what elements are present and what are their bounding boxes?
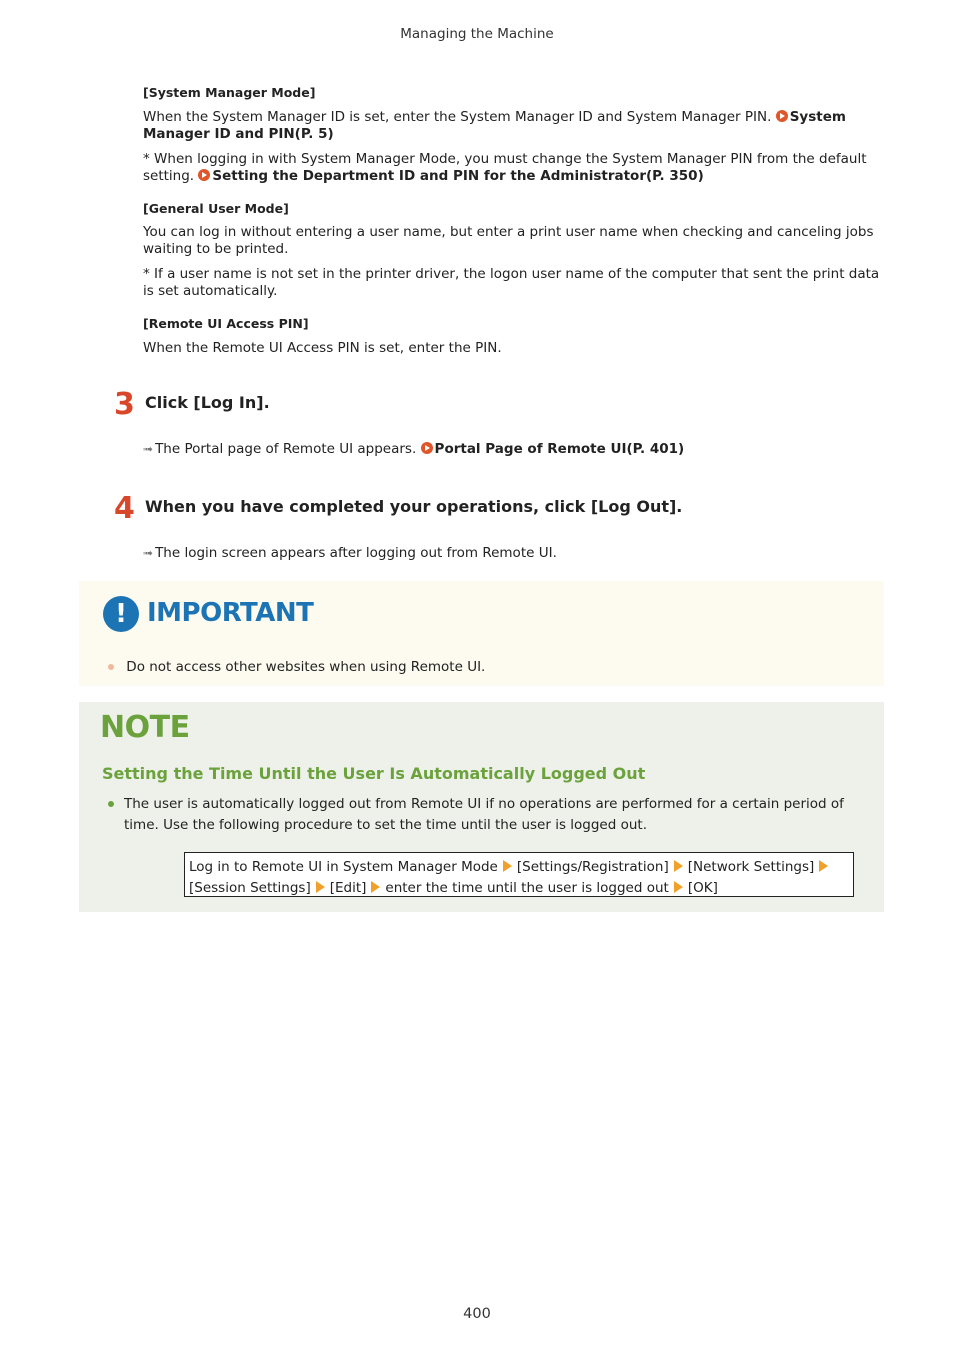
general-user-mode-note: * If a user name is not set in the printer driver, the logon user name of the computer that sent the print data is set automatically. bbox=[143, 266, 880, 299]
step-result-text: The login screen appears after logging out from Remote UI. bbox=[155, 545, 557, 561]
bullet-icon bbox=[108, 664, 114, 670]
list-item bbox=[108, 794, 858, 836]
note-title: NOTE bbox=[100, 710, 190, 745]
step-number: 4 bbox=[114, 491, 135, 526]
exclamation-icon: ! bbox=[103, 596, 139, 632]
department-id-link-text: Setting the Department ID and PIN for the Administrator(P. 350) bbox=[212, 168, 704, 184]
important-title: IMPORTANT bbox=[147, 598, 314, 628]
running-header: Managing the Machine bbox=[400, 26, 554, 42]
procedure-step: [Settings/Registration] bbox=[516, 859, 669, 875]
arrow-right-icon bbox=[503, 860, 512, 872]
department-id-link[interactable] bbox=[198, 168, 703, 184]
system-manager-note-text: * When logging in with System Manager Mode, you must change the System Manager PIN from the default setting. bbox=[143, 151, 867, 184]
remote-ui-pin-label: [Remote UI Access PIN] bbox=[143, 316, 309, 331]
general-user-mode-label: [General User Mode] bbox=[143, 201, 289, 216]
link-arrow-icon bbox=[198, 169, 210, 181]
note-box bbox=[79, 702, 884, 912]
result-arrow-icon: ➟ bbox=[143, 442, 154, 456]
procedure-step: enter the time until the user is logged out bbox=[385, 880, 669, 896]
bullet-icon bbox=[108, 801, 114, 807]
system-manager-mode-text bbox=[143, 109, 883, 143]
arrow-right-icon bbox=[371, 881, 380, 893]
procedure-step: [Session Settings] bbox=[189, 880, 311, 896]
procedure-step: [Network Settings] bbox=[687, 859, 815, 875]
system-manager-mode-note bbox=[143, 151, 883, 185]
step-title: When you have completed your operations, click [Log Out]. bbox=[145, 497, 683, 516]
procedure-step: [OK] bbox=[687, 880, 718, 896]
step-result-text: The Portal page of Remote UI appears. bbox=[155, 441, 417, 457]
arrow-right-icon bbox=[674, 881, 683, 893]
step-title: Click [Log In]. bbox=[145, 393, 270, 412]
procedure-box bbox=[184, 852, 854, 897]
general-user-mode-text: You can log in without entering a user name, but enter a print user name when checking and canceling jobs waiting to be printed. bbox=[143, 224, 874, 257]
procedure-step: Log in to Remote UI in System Manager Mode bbox=[189, 859, 498, 875]
step-number: 3 bbox=[114, 387, 135, 422]
system-manager-desc: When the System Manager ID is set, enter the System Manager ID and System Manager PIN. bbox=[143, 109, 772, 125]
portal-page-link-text: Portal Page of Remote UI(P. 401) bbox=[434, 441, 685, 457]
result-arrow-icon: ➟ bbox=[143, 546, 154, 560]
portal-page-link[interactable] bbox=[421, 441, 685, 457]
step-result bbox=[143, 441, 883, 458]
important-item-text: Do not access other websites when using Remote UI. bbox=[126, 659, 486, 675]
arrow-right-icon bbox=[316, 881, 325, 893]
link-arrow-icon bbox=[421, 442, 433, 454]
system-manager-id-link-text: System Manager ID and PIN(P. 5) bbox=[143, 109, 846, 142]
arrow-right-icon bbox=[674, 860, 683, 872]
remote-ui-pin-text: When the Remote UI Access PIN is set, enter the PIN. bbox=[143, 340, 502, 356]
list-item bbox=[108, 659, 485, 676]
procedure-step: [Edit] bbox=[329, 880, 367, 896]
arrow-right-icon bbox=[819, 860, 828, 872]
page-number: 400 bbox=[463, 1306, 491, 1322]
important-box bbox=[79, 581, 884, 686]
system-manager-mode-label: [System Manager Mode] bbox=[143, 85, 316, 100]
link-arrow-icon bbox=[776, 110, 788, 122]
step-result bbox=[143, 545, 883, 562]
note-subtitle: Setting the Time Until the User Is Automatically Logged Out bbox=[102, 764, 646, 783]
note-item-text: The user is automatically logged out from Remote UI if no operations are performed for a certain period of time. Use the following procedure to set the time until the user is logged out. bbox=[124, 796, 844, 833]
